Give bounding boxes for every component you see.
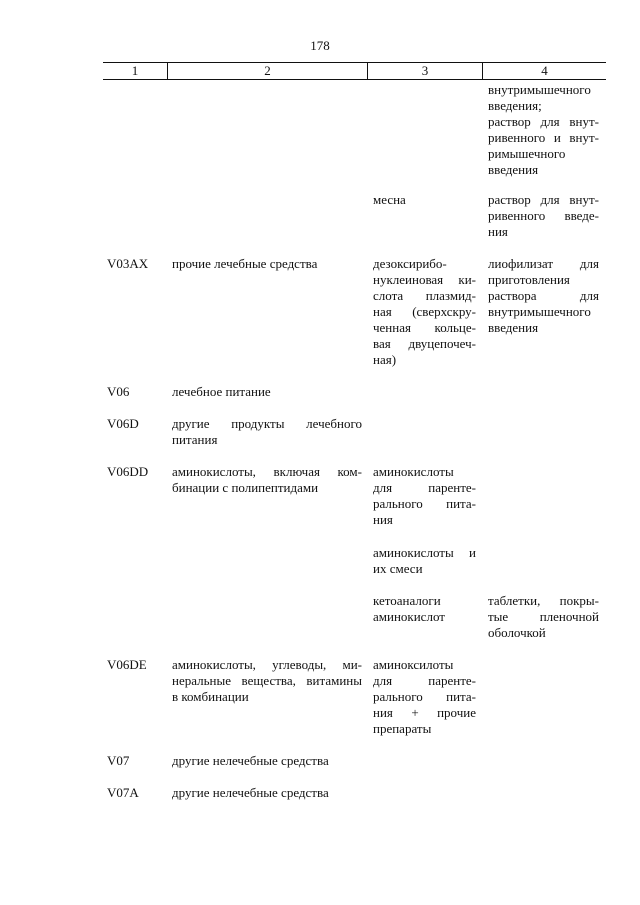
name-cell: [172, 416, 362, 448]
cell-line: введения: [488, 162, 539, 177]
cell-line: месна: [373, 192, 406, 207]
cell-line: в комбинации: [172, 689, 249, 704]
cell-line: приготовления: [488, 272, 570, 287]
cell-line: ния + прочие: [373, 705, 476, 720]
cell-line: римышечного: [488, 146, 566, 161]
cell-line: ривенного введе-: [488, 208, 599, 223]
header-col-2: 2: [167, 63, 367, 79]
code-cell: [107, 753, 165, 769]
cell-line: внутримышечного: [488, 304, 591, 319]
cell-line: оболочкой: [488, 625, 546, 640]
form-cell: [488, 593, 599, 641]
cell-line: ная): [373, 352, 397, 367]
cell-line: V06DD: [107, 464, 149, 479]
substance-cell: [373, 545, 476, 577]
cell-line: раствор для внут-: [488, 192, 599, 207]
table-header-row: [103, 62, 606, 80]
cell-line: введения: [488, 320, 539, 335]
substance-cell: [373, 657, 476, 737]
name-cell: [172, 753, 362, 769]
cell-line: лиофилизат для: [488, 256, 599, 271]
cell-line: другие нелечебные средства: [172, 753, 329, 768]
name-cell: [172, 657, 362, 705]
cell-line: аминокислоты, углеводы, ми-: [172, 657, 362, 672]
cell-line: ривенного и внут-: [488, 130, 599, 145]
form-cell: [488, 82, 599, 178]
cell-line: раствор для внут-: [488, 114, 599, 129]
cell-line: нуклеиновая ки-: [373, 272, 476, 287]
cell-line: дезоксирибо-: [373, 256, 447, 271]
cell-line: аминокислоты: [373, 464, 454, 479]
code-cell: [107, 785, 165, 801]
cell-line: другие продукты лечебного: [172, 416, 362, 431]
page-number: 178: [310, 38, 330, 53]
substance-cell: [373, 256, 476, 368]
name-cell: [172, 785, 362, 801]
header-col-3: 3: [367, 63, 482, 79]
cell-line: неральные вещества, витамины: [172, 673, 362, 688]
cell-line: вая двуцепочеч-: [373, 336, 476, 351]
cell-line: рального пита-: [373, 689, 476, 704]
cell-line: V06: [107, 384, 130, 399]
substance-cell: [373, 192, 476, 208]
name-cell: [172, 464, 362, 496]
code-cell: [107, 464, 165, 480]
cell-line: другие нелечебные средства: [172, 785, 329, 800]
form-cell: [488, 192, 599, 240]
cell-line: бинации с полипептидами: [172, 480, 319, 495]
cell-line: таблетки, покры-: [488, 593, 599, 608]
cell-line: V03AX: [107, 256, 149, 271]
cell-line: для паренте-: [373, 673, 476, 688]
cell-line: аминокислоты и: [373, 545, 476, 560]
cell-line: ния: [373, 512, 393, 527]
cell-line: слота плазмид-: [373, 288, 476, 303]
code-cell: [107, 256, 165, 272]
cell-line: для парентe-: [373, 480, 476, 495]
substance-cell: [373, 593, 476, 625]
cell-line: V07A: [107, 785, 139, 800]
cell-line: аминоксилоты: [373, 657, 454, 672]
cell-line: их смеси: [373, 561, 423, 576]
header-col-1: 1: [131, 63, 139, 78]
code-cell: [107, 416, 165, 432]
form-cell: [488, 256, 599, 336]
cell-line: рального пита-: [373, 496, 476, 511]
cell-line: препараты: [373, 721, 432, 736]
cell-line: раствора для: [488, 288, 599, 303]
name-cell: [172, 256, 362, 272]
cell-line: ченная кольце-: [373, 320, 476, 335]
cell-line: V07: [107, 753, 130, 768]
cell-line: ния: [488, 224, 508, 239]
substance-cell: [373, 464, 476, 528]
cell-line: ная (сверхскру-: [373, 304, 476, 319]
cell-line: V06DE: [107, 657, 147, 672]
header-col-4: 4: [482, 63, 606, 79]
cell-line: кетоаналоги: [373, 593, 441, 608]
code-cell: [107, 657, 165, 673]
cell-line: прочие лечебные средства: [172, 256, 318, 271]
cell-line: аминокислот: [373, 609, 445, 624]
cell-line: аминокислоты, включая ком-: [172, 464, 362, 479]
cell-line: введения;: [488, 98, 542, 113]
cell-line: V06D: [107, 416, 139, 431]
code-cell: [107, 384, 165, 400]
cell-line: внутримышечного: [488, 82, 591, 97]
cell-line: тые пленочной: [488, 609, 599, 624]
cell-line: питания: [172, 432, 218, 447]
cell-line: лечебное питание: [172, 384, 271, 399]
name-cell: [172, 384, 362, 400]
